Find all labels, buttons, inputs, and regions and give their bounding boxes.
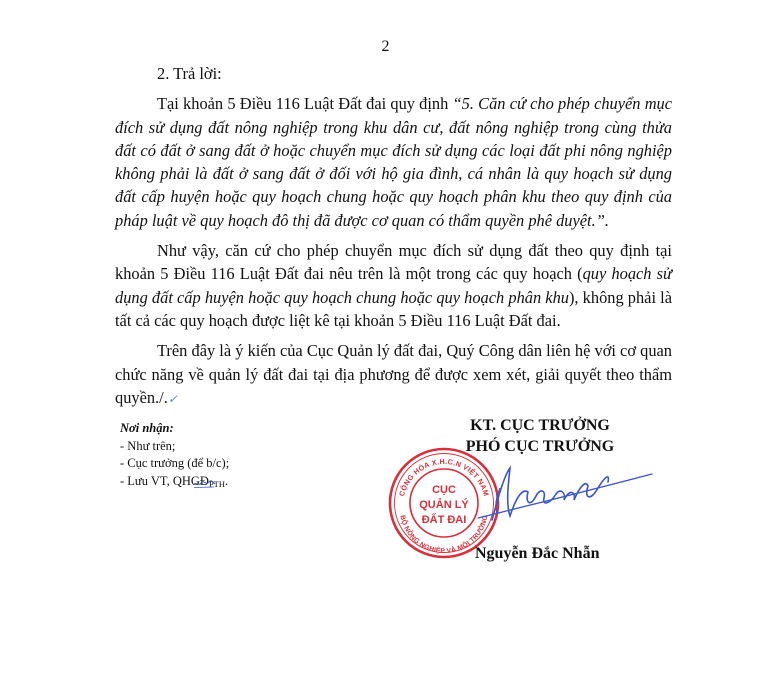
paragraph-conclusion (115, 239, 672, 332)
recipient-item: - Như trên; (120, 438, 176, 453)
signer-title-line1: KT. CỤC TRƯỞNG (470, 417, 610, 434)
citation-quote: “5. Căn cứ cho phép chuyển mục đích sử dụng đất nông nghiệp trong khu dân cư, đất nông nghiệp trong cùng thửa đất có đất ở sang đất ở hoặc chuyển mục đích sử dụng các loại đất phi nông nghiệp không phải là đất ở sang đất ở đối với hộ gia đình, cá nhân là quy hoạch sử dụng đất cấp huyện hoặc quy hoạch chung hoặc quy hoạch phân khu theo quy định của pháp luật về quy hoạch đô thị đã được cơ quan có thẩm quyền phê duyệt.”. (115, 94, 673, 230)
archive-text: - Lưu VT, QHGĐ (120, 473, 209, 488)
handwritten-mark-icon: ✓ (167, 391, 178, 406)
svg-text:BỘ NÔNG NGHIỆP VÀ MÔI TRƯỜNG: BỘ NÔNG NGHIỆP VÀ MÔI TRƯỜNG (398, 514, 490, 556)
paragraph-closing (115, 339, 672, 411)
conclusion-italic: quy hoạch sử dụng đất cấp huyện hoặc quy hoạch chung hoặc quy hoạch phân khu (115, 264, 672, 307)
conclusion-text-b: ), không phải là tất cả các quy hoạch được liệt kê tại khoản 5 Điều 116 Luật Đất đai. (115, 287, 672, 330)
svg-text:ĐẤT ĐAI: ĐẤT ĐAI (421, 514, 467, 526)
closing-text: Trên đây là ý kiến của Cục Quản lý đất đai, Quý Công dân liên hệ với cơ quan chức năng về quản lý đất đai tại địa phương để được xem xét, giải quyết theo thẩm quyền./. (115, 341, 672, 407)
conclusion-text-a: Như vậy, căn cứ cho phép chuyển mục đích sử dụng đất theo quy định tại khoản 5 Điều 116 Luật Đất đai nêu trên là một trong các quy hoạch ( (115, 241, 672, 284)
recipient-item: - Cục trưởng (để b/c); (120, 456, 230, 471)
signer-name: Nguyễn Đắc Nhẫn (475, 545, 600, 562)
handwritten-signature-icon (470, 458, 660, 528)
page-number: 2 (381, 38, 390, 55)
archive-subscript: PTH (208, 478, 226, 489)
archive-end: . (225, 473, 229, 488)
answer-section (115, 62, 672, 411)
answer-heading: 2. Trả lời: (157, 64, 222, 83)
initials-signature-icon (192, 479, 216, 489)
signer-title-line2: PHÓ CỤC TRƯỞNG (465, 438, 615, 455)
paragraph-legal-citation (115, 92, 672, 232)
citation-lead: Tại khoản 5 Điều 116 Luật Đất đai quy định (157, 94, 453, 114)
svg-text:CỘNG HÒA X.H.C.N VIỆT NAM: CỘNG HÒA X.H.C.N VIỆT NAM (397, 456, 491, 498)
svg-text:QUẢN LÝ: QUẢN LÝ (419, 499, 469, 511)
svg-text:CỤC: CỤC (432, 484, 456, 496)
recipients-title: Nơi nhận: (120, 421, 174, 435)
